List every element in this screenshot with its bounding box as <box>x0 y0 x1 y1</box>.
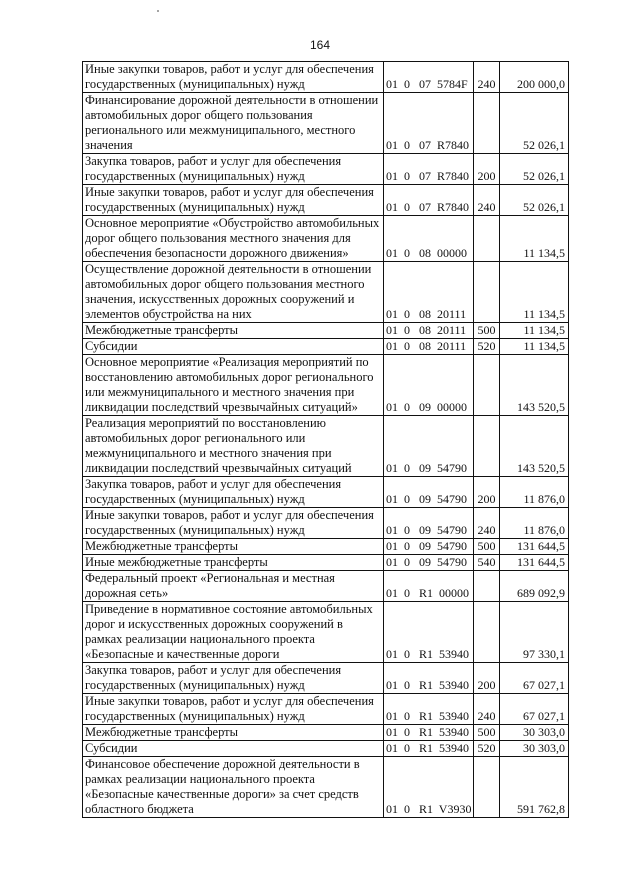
row-vr-cell: 500 <box>474 323 500 339</box>
table-row <box>83 694 569 725</box>
table-row <box>83 355 569 416</box>
row-vr-cell <box>474 571 500 602</box>
row-sum-cell: 143 520,5 <box>500 416 569 477</box>
row-name-cell: Субсидии <box>83 339 384 355</box>
scan-speck <box>157 10 159 12</box>
row-name-cell: Иные закупки товаров, работ и услуг для обеспечения государственных (муниципальных) нужд <box>83 694 384 725</box>
row-name-cell: Межбюджетные трансферты <box>83 323 384 339</box>
table-row <box>83 323 569 339</box>
table-row <box>83 93 569 154</box>
row-code-cell: 01 0 09 54790 <box>384 539 474 555</box>
row-vr-cell: 240 <box>474 185 500 216</box>
table-row <box>83 154 569 185</box>
row-code-cell: 01 0 07 R7840 <box>384 93 474 154</box>
row-sum-cell: 11 876,0 <box>500 477 569 508</box>
row-vr-cell: 240 <box>474 62 500 93</box>
row-code-cell: 01 0 08 20111 <box>384 323 474 339</box>
row-sum-cell: 11 876,0 <box>500 508 569 539</box>
table-row <box>83 757 569 818</box>
row-sum-cell: 200 000,0 <box>500 62 569 93</box>
row-sum-cell: 67 027,1 <box>500 663 569 694</box>
row-name-cell: Иные межбюджетные трансферты <box>83 555 384 571</box>
table-row <box>83 416 569 477</box>
row-code-cell: 01 0 08 00000 <box>384 216 474 262</box>
row-code-cell: 01 0 09 00000 <box>384 355 474 416</box>
row-code-cell: 01 0 R1 V3930 <box>384 757 474 818</box>
row-sum-cell: 131 644,5 <box>500 555 569 571</box>
row-code-cell: 01 0 07 R7840 <box>384 154 474 185</box>
table-row <box>83 185 569 216</box>
row-name-cell: Осуществление дорожной деятельности в отношении автомобильных дорог общего пользования местного значения, искусственных дорожных сооружений и элементов обустройства на них <box>83 262 384 323</box>
row-code-cell: 01 0 08 20111 <box>384 339 474 355</box>
row-sum-cell: 52 026,1 <box>500 185 569 216</box>
row-name-cell: Финансирование дорожной деятельности в отношении автомобильных дорог общего пользования регионального или межмуниципального, местного значения <box>83 93 384 154</box>
row-sum-cell: 30 303,0 <box>500 741 569 757</box>
row-vr-cell <box>474 355 500 416</box>
row-vr-cell: 500 <box>474 725 500 741</box>
row-sum-cell: 67 027,1 <box>500 694 569 725</box>
row-code-cell: 01 0 08 20111 <box>384 262 474 323</box>
row-vr-cell: 200 <box>474 477 500 508</box>
table-row <box>83 339 569 355</box>
row-vr-cell <box>474 262 500 323</box>
row-vr-cell <box>474 757 500 818</box>
row-vr-cell <box>474 93 500 154</box>
row-code-cell: 01 0 07 5784F <box>384 62 474 93</box>
row-sum-cell: 11 134,5 <box>500 262 569 323</box>
row-code-cell: 01 0 R1 00000 <box>384 571 474 602</box>
table-row <box>83 262 569 323</box>
row-vr-cell: 240 <box>474 508 500 539</box>
row-vr-cell: 540 <box>474 555 500 571</box>
table-row <box>83 741 569 757</box>
row-vr-cell: 200 <box>474 663 500 694</box>
row-name-cell: Финансовое обеспечение дорожной деятельности в рамках реализации национального проекта «Безопасные качественные дороги» за счет средств областного бюджета <box>83 757 384 818</box>
row-name-cell: Иные закупки товаров, работ и услуг для обеспечения государственных (муниципальных) нужд <box>83 508 384 539</box>
table-row <box>83 62 569 93</box>
table-row <box>83 508 569 539</box>
row-sum-cell: 52 026,1 <box>500 93 569 154</box>
row-sum-cell: 131 644,5 <box>500 539 569 555</box>
row-sum-cell: 97 330,1 <box>500 602 569 663</box>
row-name-cell: Основное мероприятие «Реализация мероприятий по восстановлению автомобильных дорог регионального или межмуниципального и местного значения при ликвидации последствий чрезвычайных ситуаций» <box>83 355 384 416</box>
row-code-cell: 01 0 R1 53940 <box>384 741 474 757</box>
row-name-cell: Закупка товаров, работ и услуг для обеспечения государственных (муниципальных) нужд <box>83 477 384 508</box>
budget-table-body <box>83 62 569 818</box>
row-name-cell: Закупка товаров, работ и услуг для обеспечения государственных (муниципальных) нужд <box>83 663 384 694</box>
row-vr-cell <box>474 602 500 663</box>
row-code-cell: 01 0 09 54790 <box>384 477 474 508</box>
row-name-cell: Межбюджетные трансферты <box>83 725 384 741</box>
row-sum-cell: 30 303,0 <box>500 725 569 741</box>
row-vr-cell: 200 <box>474 154 500 185</box>
row-name-cell: Федеральный проект «Региональная и местная дорожная сеть» <box>83 571 384 602</box>
row-vr-cell: 520 <box>474 741 500 757</box>
table-row <box>83 216 569 262</box>
row-sum-cell: 52 026,1 <box>500 154 569 185</box>
row-name-cell: Межбюджетные трансферты <box>83 539 384 555</box>
table-row <box>83 477 569 508</box>
row-sum-cell: 11 134,5 <box>500 216 569 262</box>
table-row <box>83 602 569 663</box>
row-vr-cell: 240 <box>474 694 500 725</box>
row-sum-cell: 11 134,5 <box>500 339 569 355</box>
row-code-cell: 01 0 R1 53940 <box>384 663 474 694</box>
row-name-cell: Иные закупки товаров, работ и услуг для обеспечения государственных (муниципальных) нужд <box>83 62 384 93</box>
table-row <box>83 571 569 602</box>
row-vr-cell: 520 <box>474 339 500 355</box>
row-code-cell: 01 0 R1 53940 <box>384 725 474 741</box>
table-row <box>83 539 569 555</box>
row-name-cell: Закупка товаров, работ и услуг для обеспечения государственных (муниципальных) нужд <box>83 154 384 185</box>
row-sum-cell: 689 092,9 <box>500 571 569 602</box>
row-name-cell: Основное мероприятие «Обустройство автомобильных дорог общего пользования местного значения для обеспечения безопасности дорожного движения» <box>83 216 384 262</box>
table-row <box>83 725 569 741</box>
row-sum-cell: 591 762,8 <box>500 757 569 818</box>
row-sum-cell: 143 520,5 <box>500 355 569 416</box>
row-code-cell: 01 0 R1 53940 <box>384 694 474 725</box>
page-number: 164 <box>309 38 331 52</box>
row-code-cell: 01 0 09 54790 <box>384 416 474 477</box>
row-vr-cell: 500 <box>474 539 500 555</box>
table-row <box>83 663 569 694</box>
row-name-cell: Приведение в нормативное состояние автомобильных дорог и искусственных дорожных сооружений в рамках реализации национального проекта «Безопасные и качественные дороги <box>83 602 384 663</box>
row-vr-cell <box>474 216 500 262</box>
row-name-cell: Иные закупки товаров, работ и услуг для обеспечения государственных (муниципальных) нужд <box>83 185 384 216</box>
row-sum-cell: 11 134,5 <box>500 323 569 339</box>
table-row <box>83 555 569 571</box>
row-name-cell: Субсидии <box>83 741 384 757</box>
row-code-cell: 01 0 07 R7840 <box>384 185 474 216</box>
row-vr-cell <box>474 416 500 477</box>
budget-table <box>82 61 569 818</box>
row-code-cell: 01 0 R1 53940 <box>384 602 474 663</box>
row-name-cell: Реализация мероприятий по восстановлению автомобильных дорог регионального или межмуниципального и местного значения при ликвидации последствий чрезвычайных ситуаций <box>83 416 384 477</box>
row-code-cell: 01 0 09 54790 <box>384 508 474 539</box>
row-code-cell: 01 0 09 54790 <box>384 555 474 571</box>
